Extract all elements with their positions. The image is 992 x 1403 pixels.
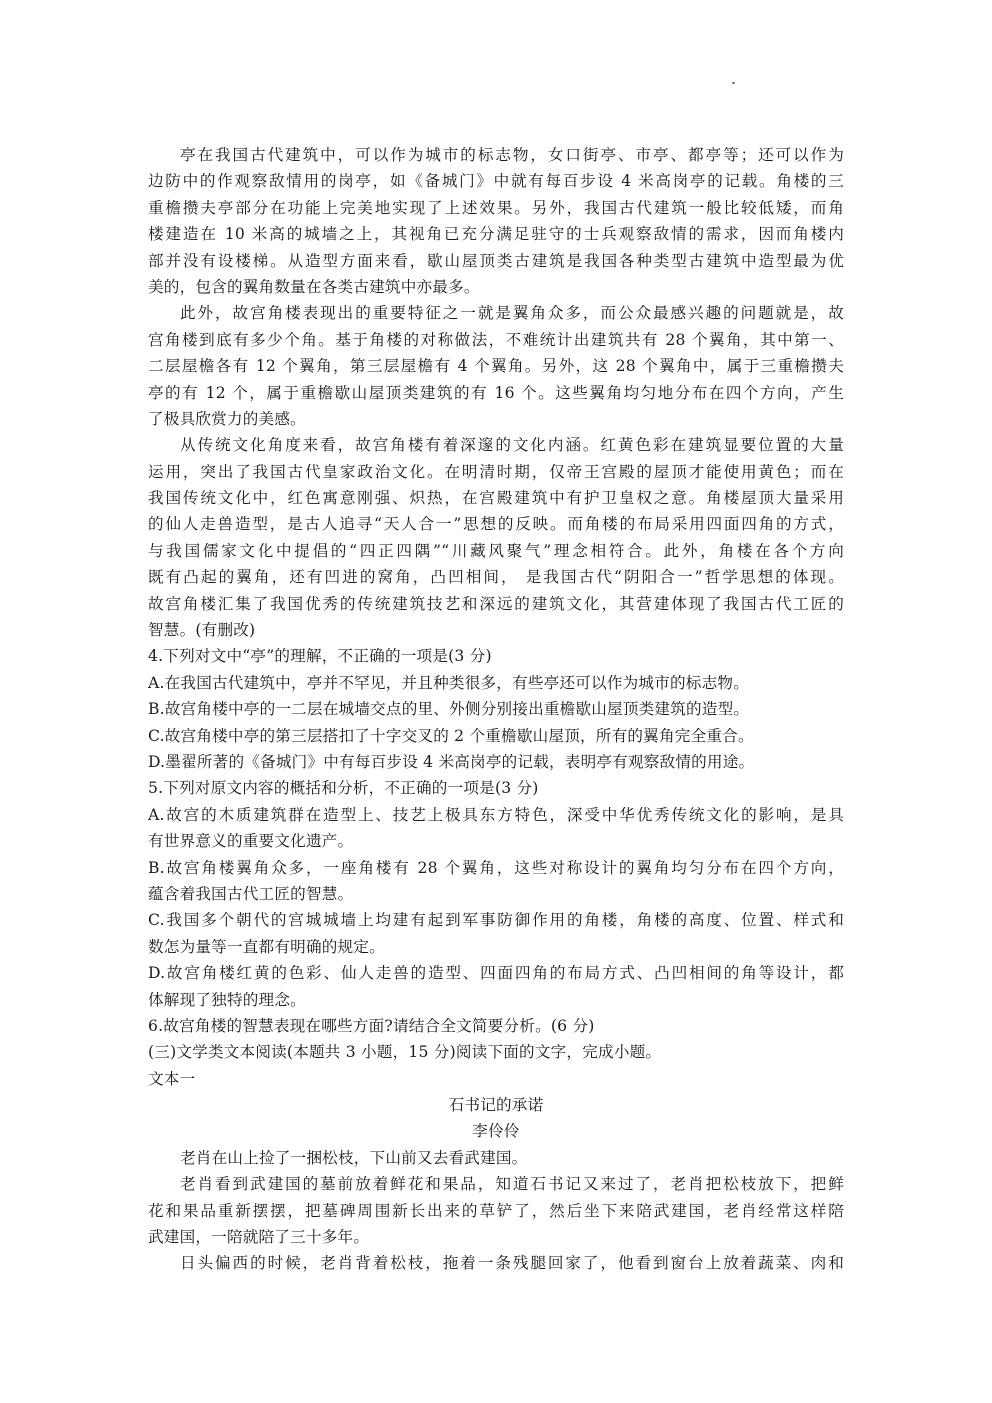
paragraph-3 bbox=[148, 432, 844, 643]
option-a: A.故宫的木质建筑群在造型上、技艺上极具东方特色，深受中华优秀传统文化的影响，是具 bbox=[148, 805, 844, 824]
story-author: 李伶伶 bbox=[472, 1122, 520, 1141]
text-line: 老肖看到武建国的墓前放着鲜花和果品，知道石书记又来过了，老肖把松枝放下，把鲜 bbox=[180, 1175, 844, 1194]
option-b: B.故宫角楼翼角众多，一座角楼有 28 个翼角，这些对称设计的翼角均匀分布在四个方向， bbox=[148, 858, 844, 877]
option-a: A.在我国古代建筑中，亭并不罕见，并且种类很多，有些亭还可以作为城市的标志物。 bbox=[148, 673, 749, 692]
text-label: 文本一 bbox=[148, 1069, 196, 1088]
text-line: 老肖在山上捡了一捆松枝，下山前又去看武建国。 bbox=[180, 1148, 528, 1167]
text-line: 美的，包含的翼角数量在各类古建筑中亦最多。 bbox=[148, 277, 480, 296]
text-line: 宫角楼到底有多少个角。基于角楼的对称做法，不难统计出建筑共有 28 个翼角，其中第一、 bbox=[148, 330, 844, 349]
text-line: 我国传统文化中，红色寓意刚强、炽热，在宫殿建筑中有护卫皇权之意。角楼屋顶大量采用 bbox=[148, 489, 844, 508]
text-line: 此外，故宫角楼表现出的重要特征之一就是翼角众多，而公众最感兴趣的问题就是，故 bbox=[180, 304, 844, 323]
text-line: 边防中的作观察敌情用的岗亭，如《备城门》中就有每百步设 4 米高岗亭的记载。角楼的三 bbox=[148, 172, 844, 191]
paragraph-2 bbox=[148, 300, 844, 432]
section-heading: (三)文学类文本阅读(本题共 3 小题，15 分)阅读下面的文字，完成小题。 bbox=[148, 1043, 662, 1062]
option-d-cont: 体解现了独特的理念。 bbox=[148, 990, 306, 1009]
text-line: 武建国，一陪就陪了三十多年。 bbox=[148, 1228, 370, 1247]
text-line: 的仙人走兽造型，是古人追寻“天人合一”思想的反映。而角楼的布局采用四面四角的方式， bbox=[148, 515, 844, 534]
text-line: 花和果品重新摆摆，把墓碑周围新长出来的草铲了，然后坐下来陪武建国，老肖经常这样陪 bbox=[148, 1201, 844, 1220]
question-5 bbox=[148, 775, 844, 1013]
option-d: D.故宫角楼红黄的色彩、仙人走兽的造型、四面四角的布局方式、凸凹相间的角等设计，都 bbox=[148, 964, 844, 983]
document-page bbox=[148, 142, 844, 1277]
text-line: 亭在我国古代建筑中，可以作为城市的标志物，女口街亭、市亭、都亭等；还可以作为 bbox=[180, 146, 844, 164]
text-line: 与我国儒家文化中提倡的“四正四隅”“川藏风聚气”理念相符合。此外，角楼在各个方向 bbox=[148, 541, 844, 560]
section-3 bbox=[148, 1039, 844, 1277]
text-line: 二层屋檐各有 12 个翼角，第三层屋檐有 4 个翼角。另外，这 28 个翼角中，属于三重檐攒夫 bbox=[148, 357, 844, 376]
question-4 bbox=[148, 643, 844, 775]
option-c: C.故宫角楼中亭的第三层搭扣了十字交叉的 2 个重檐歇山屋顶，所有的翼角完全重合。 bbox=[148, 726, 754, 745]
question-stem: 5.下列对原文内容的概括和分析，不正确的一项是(3 分) bbox=[148, 779, 539, 798]
text-line: 重檐攒夫亭部分在功能上完美地实现了上述效果。另外，我国古代建筑一般比较低矮，而角 bbox=[148, 198, 844, 217]
option-b-cont: 蕴含着我国古代工匠的智慧。 bbox=[148, 884, 354, 903]
text-line: 智慧。(有删改) bbox=[148, 621, 256, 640]
text-line: 部并没有设楼梯。从造型方面来看，歇山屋顶类古建筑是我国各种类型古建筑中造型最为优 bbox=[148, 251, 844, 270]
text-line: 日头偏西的时候，老肖背着松枝，拖着一条残腿回家了，他看到窗台上放着蔬菜、肉和 bbox=[180, 1254, 844, 1273]
option-c: C.我国多个朝代的宫城城墙上均建有起到军事防御作用的角楼，角楼的高度、位置、样式和 bbox=[148, 911, 844, 930]
option-a-cont: 有世界意义的重要文化遗产。 bbox=[148, 832, 354, 851]
question-stem: 6.故宫角楼的智慧表现在哪些方面?请结合全文简要分析。(6 分) bbox=[148, 1016, 595, 1035]
option-d: D.墨翟所著的《备城门》中有每百步设 4 米高岗亭的记载，表明亭有观察敌情的用途。 bbox=[148, 752, 755, 771]
option-b: B.故宫角楼中亭的一二层在城墙交点的里、外侧分别接出重檐歇山屋顶类建筑的造型。 bbox=[148, 700, 750, 719]
question-stem: 4.下列对文中“亭”的理解，不正确的一项是(3 分) bbox=[148, 647, 492, 666]
paragraph-1 bbox=[148, 142, 844, 300]
text-line: 从传统文化角度来看，故宫角楼有着深邃的文化内涵。红黄色彩在建筑显要位置的大量 bbox=[180, 436, 844, 455]
text-line: 亭的有 12 个，属于重檐歇山屋顶类建筑的有 16 个。这些翼角均匀地分布在四个方向，产生 bbox=[148, 383, 844, 402]
story-title: 石书记的承诺 bbox=[448, 1096, 544, 1115]
text-line: 楼建造在 10 米高的城墙之上，其视角已充分满足驻守的士兵观察敌情的需求，因而角楼内 bbox=[148, 225, 844, 244]
text-line: 了极具欣赏力的美感。 bbox=[148, 409, 306, 428]
question-6 bbox=[148, 1013, 844, 1039]
text-line: 既有凸起的翼角，还有凹进的窝角，凸凹相间， 是我国古代“阴阳合一”哲学思想的体现。 bbox=[148, 568, 844, 587]
text-line: 故宫角楼汇集了我国优秀的传统建筑技艺和深远的建筑文化，其营建体现了我国古代工匠的 bbox=[148, 594, 844, 613]
text-line: 运用，突出了我国古代皇家政治文化。在明清时期，仅帝王宫殿的屋顶才能使用黄色；而在 bbox=[148, 462, 844, 481]
option-c-cont: 数怎为量等一直都有明确的规定。 bbox=[148, 937, 385, 956]
scan-speck bbox=[732, 82, 735, 84]
